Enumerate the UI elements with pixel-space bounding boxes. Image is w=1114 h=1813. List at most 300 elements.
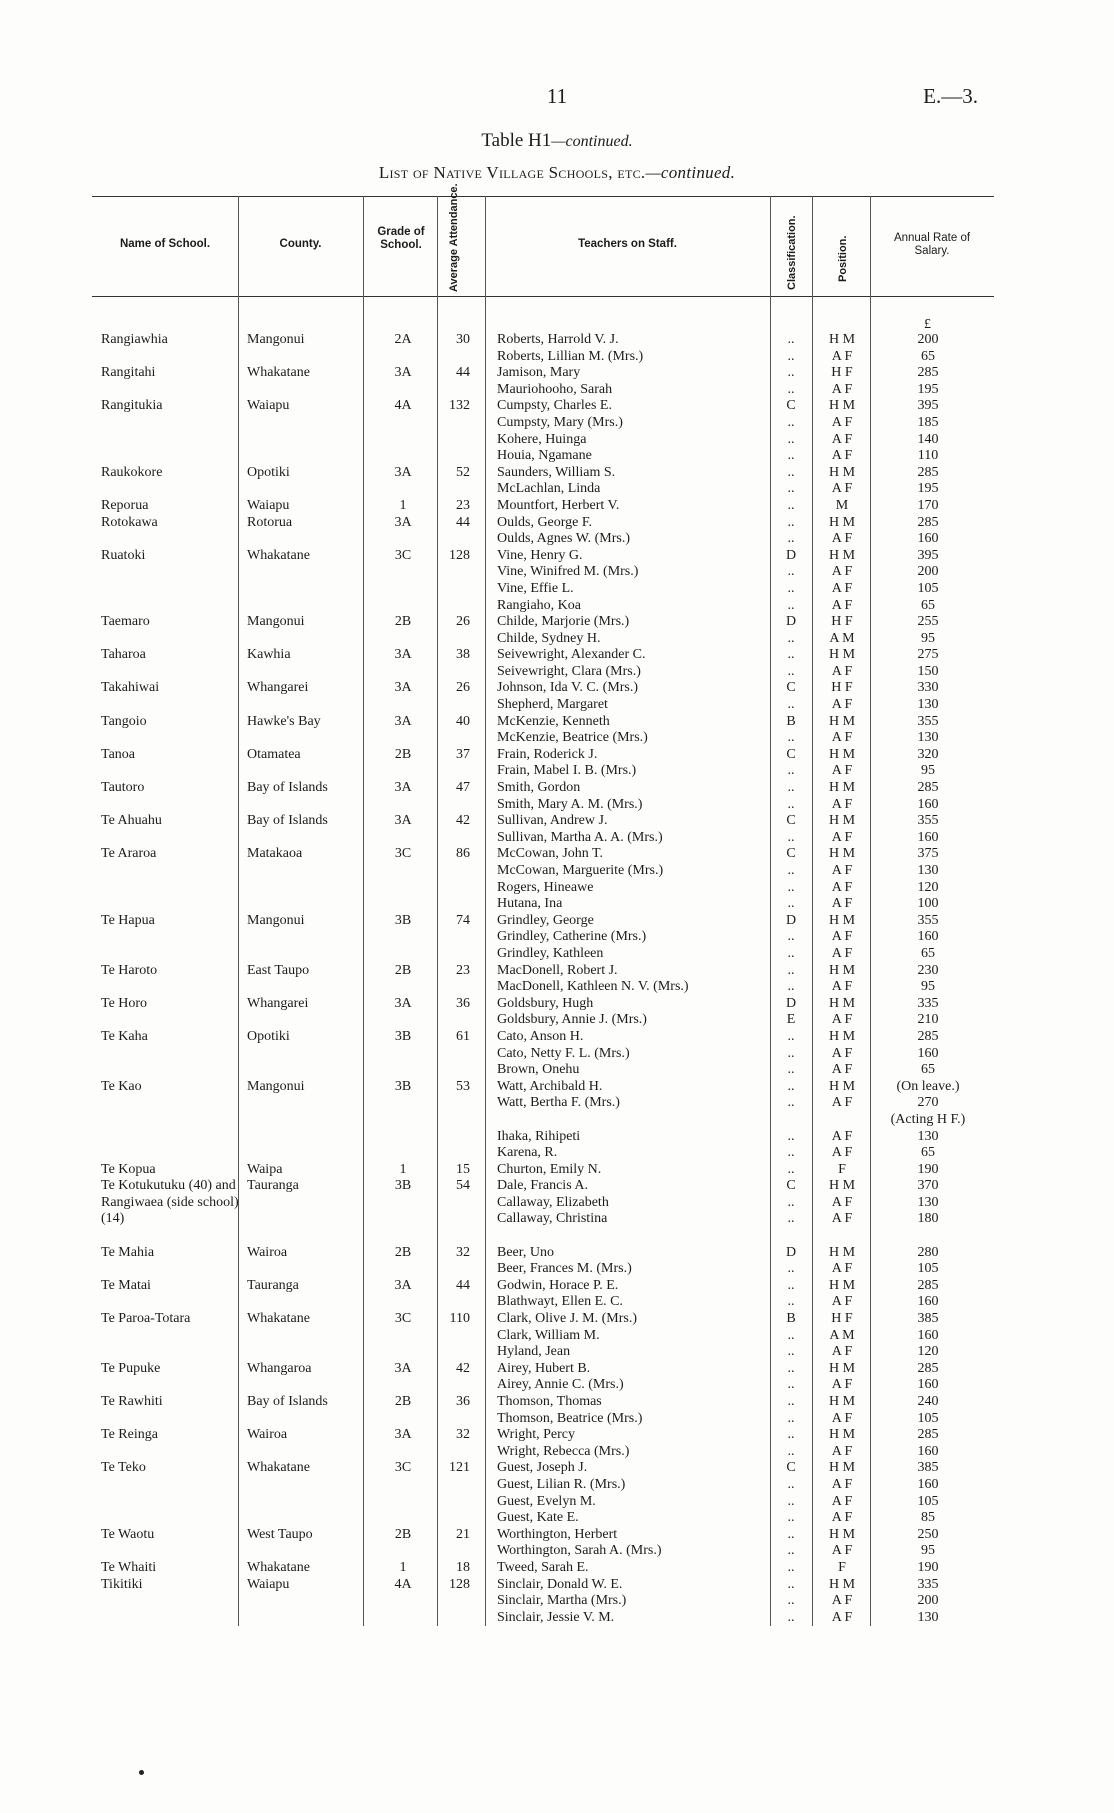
cell-classification: .. — [787, 514, 795, 530]
cell-attendance: 38 — [456, 647, 470, 663]
cell-teacher: Clark, Olive J. M. (Mrs.) — [497, 1311, 637, 1327]
table-row — [0, 846, 1114, 863]
cell-salary: 385 — [917, 1311, 939, 1327]
table-row — [0, 979, 1114, 996]
cell-classification: .. — [787, 763, 795, 779]
cell-classification: C — [786, 746, 796, 762]
cell-position: A F — [831, 1062, 853, 1078]
cell-grade: 3B — [394, 1078, 412, 1094]
cell-teacher: Tweed, Sarah E. — [497, 1559, 589, 1575]
table-row — [0, 1278, 1114, 1295]
cell-position: H M — [828, 647, 856, 663]
header-classification: Classification. — [786, 215, 798, 290]
cell-school: Te Kao — [101, 1078, 142, 1094]
table-row — [0, 1311, 1114, 1328]
cell-attendance: 36 — [456, 1394, 470, 1409]
cell-school: Te Kotukutuku (40) and Rangiwaea (side school) (14) — [101, 1178, 239, 1227]
cell-position: F — [838, 1559, 846, 1575]
cell-salary: 385 — [917, 1460, 939, 1476]
cell-position: A F — [831, 1194, 853, 1210]
cell-teacher: McCowan, Marguerite (Mrs.) — [497, 863, 664, 878]
cell-position: A F — [831, 1344, 853, 1360]
cell-classification: .. — [787, 1593, 795, 1609]
cell-grade: 2B — [394, 1244, 412, 1260]
cell-classification: D — [785, 912, 797, 928]
table-row — [0, 1411, 1114, 1428]
cell-salary: 270 — [917, 1095, 939, 1111]
cell-position: A F — [831, 763, 853, 779]
cell-classification: .. — [787, 945, 795, 961]
cell-teacher: Clark, William M. — [497, 1327, 600, 1343]
table-continued: —continued. — [551, 133, 633, 150]
cell-attendance: 47 — [456, 780, 470, 796]
cell-county: Mangonui — [247, 912, 305, 928]
cell-salary: 200 — [917, 332, 939, 347]
cell-salary: 160 — [917, 1294, 939, 1310]
table-row — [0, 1527, 1114, 1544]
cell-position: H M — [828, 1277, 856, 1293]
cell-grade: 3C — [394, 1311, 412, 1327]
cell-salary: 100 — [917, 896, 939, 912]
cell-teacher: Sinclair, Donald W. E. — [497, 1576, 623, 1592]
cell-position: H M — [828, 1394, 856, 1409]
cell-classification: .. — [787, 1427, 795, 1443]
cell-county: Wairoa — [247, 1427, 288, 1443]
cell-county: Opotiki — [247, 464, 290, 480]
cell-teacher: Wright, Rebecca (Mrs.) — [497, 1443, 630, 1459]
cell-classification: .. — [787, 647, 795, 663]
cell-school: Te Hapua — [101, 912, 155, 928]
cell-salary: 370 — [917, 1178, 939, 1194]
cell-school: Te Rawhiti — [101, 1394, 163, 1409]
cell-teacher: Sullivan, Martha A. A. (Mrs.) — [497, 829, 663, 845]
cell-teacher: Grindley, George — [497, 912, 594, 928]
cell-classification: C — [786, 398, 796, 414]
cell-classification: .. — [787, 597, 795, 613]
cell-grade: 3A — [394, 713, 412, 729]
table-row — [0, 481, 1114, 498]
currency-symbol: £ — [924, 317, 931, 332]
cell-county: Tauranga — [247, 1178, 299, 1194]
table-row — [0, 1444, 1114, 1461]
cell-salary: (Acting H F.) — [890, 1111, 966, 1127]
cell-position: A F — [831, 879, 853, 895]
cell-grade: 4A — [394, 1576, 412, 1592]
cell-grade: 3C — [394, 846, 412, 862]
cell-teacher: Hutana, Ina — [497, 896, 563, 912]
cell-teacher: Seivewright, Clara (Mrs.) — [497, 663, 641, 679]
cell-teacher: Guest, Lilian R. (Mrs.) — [497, 1476, 626, 1492]
cell-county: Whakatane — [247, 1460, 310, 1476]
cell-teacher: Jamison, Mary — [497, 365, 581, 381]
cell-classification: D — [785, 995, 797, 1011]
cell-position: H M — [828, 1427, 856, 1443]
cell-salary: 140 — [917, 431, 939, 447]
cell-salary: 160 — [917, 796, 939, 812]
table-row — [0, 1328, 1114, 1345]
table-row — [0, 515, 1114, 532]
cell-salary: 285 — [917, 1427, 939, 1443]
cell-salary: 285 — [917, 780, 939, 796]
cell-teacher: Thomson, Beatrice (Mrs.) — [497, 1410, 643, 1426]
cell-position: H M — [828, 464, 856, 480]
cell-salary: 105 — [917, 1410, 939, 1426]
cell-teacher: Childe, Sydney H. — [497, 630, 601, 646]
cell-attendance: 128 — [449, 1576, 470, 1592]
cell-salary: 95 — [921, 979, 935, 995]
table-row — [0, 382, 1114, 399]
cell-salary: 200 — [917, 564, 939, 580]
table-row — [0, 1394, 1114, 1411]
cell-school: Te Reinga — [101, 1427, 158, 1443]
cell-position: A F — [831, 1410, 853, 1426]
cell-grade: 3A — [394, 680, 412, 696]
table-row — [0, 1477, 1114, 1494]
cell-county: Hawke's Bay — [247, 713, 321, 729]
header-average-attendance: Average Attendance. — [448, 183, 460, 292]
cell-attendance: 37 — [456, 746, 470, 762]
table-row — [0, 680, 1114, 697]
cell-position: A F — [831, 1128, 853, 1144]
cell-classification: .. — [787, 365, 795, 381]
cell-position: H M — [828, 1028, 856, 1044]
cell-salary: 130 — [917, 1128, 939, 1144]
cell-county: Mangonui — [247, 332, 305, 347]
cell-teacher: Frain, Mabel I. B. (Mrs.) — [497, 763, 637, 779]
cell-classification: .. — [787, 348, 795, 364]
table-row — [0, 1129, 1114, 1146]
cell-classification: .. — [787, 1062, 795, 1078]
table-row — [0, 398, 1114, 415]
cell-classification: .. — [787, 332, 795, 347]
cell-salary: 240 — [917, 1394, 939, 1409]
cell-position: A F — [831, 945, 853, 961]
table-row — [0, 1162, 1114, 1179]
cell-salary: 285 — [917, 514, 939, 530]
cell-teacher: Johnson, Ida V. C. (Mrs.) — [497, 680, 639, 696]
cell-grade: 3A — [394, 514, 412, 530]
cell-teacher: McCowan, John T. — [497, 846, 604, 862]
table-row — [0, 763, 1114, 780]
cell-grade: 1 — [399, 1559, 407, 1575]
cell-teacher: Oulds, George F. — [497, 514, 593, 530]
cell-teacher: Saunders, William S. — [497, 464, 616, 480]
cell-salary: 160 — [917, 929, 939, 945]
cell-teacher: Roberts, Lillian M. (Mrs.) — [497, 348, 644, 364]
cell-grade: 3A — [394, 1360, 412, 1376]
cell-classification: .. — [787, 1410, 795, 1426]
cell-grade: 3B — [394, 1028, 412, 1044]
cell-teacher: Smith, Gordon — [497, 780, 581, 796]
cell-position: A F — [831, 348, 853, 364]
cell-county: Kawhia — [247, 647, 291, 663]
cell-classification: C — [786, 813, 796, 829]
cell-salary: 195 — [917, 481, 939, 497]
cell-school: Rangitukia — [101, 398, 163, 414]
cell-county: Whakatane — [247, 1311, 310, 1327]
table-row — [0, 697, 1114, 714]
table-row — [0, 946, 1114, 963]
cell-teacher: Kohere, Huinga — [497, 431, 587, 447]
cell-teacher: Watt, Bertha F. (Mrs.) — [497, 1095, 620, 1111]
cell-classification: .. — [787, 1128, 795, 1144]
cell-county: Rotorua — [247, 514, 293, 530]
cell-teacher: Sullivan, Andrew J. — [497, 813, 608, 829]
header-annual-rate-of-salary: Annual Rate of Salary. — [893, 232, 971, 257]
cell-teacher: Ihaka, Rihipeti — [497, 1128, 581, 1144]
cell-grade: 3C — [394, 1460, 412, 1476]
cell-attendance: 54 — [456, 1178, 470, 1194]
cell-classification: .. — [787, 464, 795, 480]
cell-position: A F — [831, 829, 853, 845]
cell-position: A F — [831, 796, 853, 812]
page-reference: E.—3. — [923, 84, 978, 108]
cell-salary: 190 — [917, 1559, 939, 1575]
header-county: County. — [279, 238, 322, 250]
cell-grade: 3A — [394, 647, 412, 663]
cell-teacher: Dale, Francis A. — [497, 1178, 588, 1194]
cell-county: Whangarei — [247, 680, 309, 696]
cell-school: Te Mahia — [101, 1244, 155, 1260]
table-row — [0, 349, 1114, 366]
cell-classification: E — [786, 1012, 796, 1028]
cell-position: A F — [831, 1593, 853, 1609]
table-row — [0, 1494, 1114, 1511]
table-row — [0, 1427, 1114, 1444]
cell-position: A F — [831, 697, 853, 713]
cell-attendance: 44 — [456, 1277, 470, 1293]
cell-attendance: 44 — [456, 514, 470, 530]
cell-position: A F — [831, 531, 853, 547]
cell-attendance: 40 — [456, 713, 470, 729]
table-row — [0, 1211, 1114, 1228]
cell-grade: 2B — [394, 1394, 412, 1409]
table-row — [0, 1029, 1114, 1046]
table-row — [0, 730, 1114, 747]
cell-salary: 285 — [917, 464, 939, 480]
table-row — [0, 813, 1114, 830]
cell-classification: .. — [787, 962, 795, 978]
cell-position: A M — [829, 630, 855, 646]
cell-classification: .. — [787, 448, 795, 464]
cell-teacher: McKenzie, Kenneth — [497, 713, 610, 729]
cell-teacher: Rogers, Hineawe — [497, 879, 594, 895]
table-row — [0, 1510, 1114, 1527]
cell-grade: 3A — [394, 813, 412, 829]
cell-attendance: 42 — [456, 1360, 470, 1376]
cell-salary: 130 — [917, 1609, 939, 1625]
cell-salary: 210 — [917, 1012, 939, 1028]
cell-classification: .. — [787, 1493, 795, 1509]
cell-classification: C — [786, 1178, 796, 1194]
cell-attendance: 86 — [456, 846, 470, 862]
table-row — [0, 913, 1114, 930]
cell-teacher: Guest, Evelyn M. — [497, 1493, 596, 1509]
cell-salary: 105 — [917, 1493, 939, 1509]
cell-position: A F — [831, 448, 853, 464]
cell-classification: .. — [787, 1211, 795, 1227]
cell-salary: 65 — [921, 597, 935, 613]
cell-teacher: Airey, Hubert B. — [497, 1360, 591, 1376]
cell-teacher: Worthington, Sarah A. (Mrs.) — [497, 1543, 662, 1559]
cell-teacher: Beer, Frances M. (Mrs.) — [497, 1261, 632, 1277]
cell-attendance: 26 — [456, 614, 470, 630]
header-bottom-rule — [92, 296, 994, 297]
cell-attendance: 18 — [456, 1559, 470, 1575]
cell-classification: .. — [787, 1576, 795, 1592]
list-continued: —continued. — [645, 163, 736, 182]
cell-salary: 230 — [917, 962, 939, 978]
cell-school: Rotokawa — [101, 514, 158, 530]
table-row — [0, 498, 1114, 515]
cell-classification: D — [785, 547, 797, 563]
table-row — [0, 1062, 1114, 1079]
cell-teacher: MacDonell, Robert J. — [497, 962, 618, 978]
cell-salary: 250 — [917, 1526, 939, 1542]
cell-attendance: 32 — [456, 1427, 470, 1443]
cell-salary: 395 — [917, 547, 939, 563]
table-row — [0, 1046, 1114, 1063]
cell-classification: D — [785, 614, 797, 630]
cell-salary: 95 — [921, 763, 935, 779]
cell-teacher: Shepherd, Margaret — [497, 697, 608, 713]
cell-classification: .. — [787, 1261, 795, 1277]
cell-position: A F — [831, 1145, 853, 1161]
cell-position: H M — [828, 962, 856, 978]
cell-salary: 120 — [917, 1344, 939, 1360]
cell-teacher: Rangiaho, Koa — [497, 597, 581, 613]
cell-classification: .. — [787, 630, 795, 646]
cell-salary: 285 — [917, 365, 939, 381]
cell-classification: .. — [787, 1145, 795, 1161]
cell-county: Otamatea — [247, 746, 301, 762]
cell-grade: 3A — [394, 365, 412, 381]
cell-classification: B — [786, 713, 796, 729]
cell-position: H F — [831, 365, 853, 381]
cell-classification: .. — [787, 863, 795, 878]
cell-salary: 170 — [917, 497, 939, 513]
cell-position: H M — [828, 514, 856, 530]
cell-salary: 335 — [917, 1576, 939, 1592]
cell-position: H M — [828, 912, 856, 928]
table-row — [0, 1095, 1114, 1112]
table-row — [0, 1361, 1114, 1378]
cell-county: Matakaoa — [247, 846, 303, 862]
table-row — [0, 1344, 1114, 1361]
cell-school: Te Kaha — [101, 1028, 148, 1044]
cell-attendance: 42 — [456, 813, 470, 829]
cell-grade: 3A — [394, 995, 412, 1011]
cell-position: A F — [831, 1510, 853, 1526]
cell-classification: .. — [787, 497, 795, 513]
cell-classification: .. — [787, 979, 795, 995]
cell-teacher: Thomson, Thomas — [497, 1394, 602, 1409]
cell-classification: .. — [787, 1327, 795, 1343]
table-row — [0, 365, 1114, 382]
cell-school: Takahiwai — [101, 680, 160, 696]
table-row — [0, 797, 1114, 814]
cell-position: A F — [831, 1261, 853, 1277]
header-teachers-on-staff: Teachers on Staff. — [578, 238, 677, 250]
cell-teacher: Goldsbury, Annie J. (Mrs.) — [497, 1012, 647, 1028]
cell-grade: 3A — [394, 464, 412, 480]
cell-salary: 285 — [917, 1360, 939, 1376]
header-position: Position. — [837, 235, 849, 282]
cell-county: Whakatane — [247, 547, 310, 563]
cell-grade: 3A — [394, 1427, 412, 1443]
cell-attendance: 121 — [449, 1460, 470, 1476]
cell-teacher: Childe, Marjorie (Mrs.) — [497, 614, 630, 630]
cell-teacher: Mauriohooho, Sarah — [497, 381, 613, 397]
cell-position: A F — [831, 1377, 853, 1393]
cell-position: M — [835, 497, 849, 513]
cell-position: A F — [831, 481, 853, 497]
cell-school: Taemaro — [101, 614, 150, 630]
cell-school: Tautoro — [101, 780, 145, 796]
cell-salary: 255 — [917, 614, 939, 630]
cell-position: A F — [831, 431, 853, 447]
cell-attendance: 15 — [456, 1161, 470, 1177]
cell-position: H M — [828, 813, 856, 829]
cell-teacher: MacDonell, Kathleen N. V. (Mrs.) — [497, 979, 689, 995]
cell-teacher: Brown, Onehu — [497, 1062, 580, 1078]
cell-teacher: McKenzie, Beatrice (Mrs.) — [497, 730, 648, 746]
table-row — [0, 747, 1114, 764]
cell-position: A F — [831, 1543, 853, 1559]
table-row — [0, 1610, 1114, 1627]
cell-grade: 3C — [394, 547, 412, 563]
cell-salary: 160 — [917, 1443, 939, 1459]
cell-classification: .. — [787, 1028, 795, 1044]
cell-position: H F — [831, 614, 853, 630]
cell-attendance: 74 — [456, 912, 470, 928]
cell-teacher: Houia, Ngamane — [497, 448, 592, 464]
cell-county: Bay of Islands — [247, 780, 328, 796]
cell-school: Raukokore — [101, 464, 163, 480]
table-row — [0, 830, 1114, 847]
cell-classification: .. — [787, 829, 795, 845]
cell-attendance: 32 — [456, 1244, 470, 1260]
cell-salary: 320 — [917, 746, 939, 762]
cell-position: A F — [831, 1609, 853, 1625]
cell-school: Te Waotu — [101, 1526, 155, 1542]
cell-position: H M — [828, 746, 856, 762]
table-row — [0, 963, 1114, 980]
table-row — [0, 548, 1114, 565]
cell-position: A M — [829, 1327, 855, 1343]
cell-teacher: Godwin, Horace P. E. — [497, 1277, 619, 1293]
cell-classification: C — [786, 1460, 796, 1476]
cell-county: Whangaroa — [247, 1360, 312, 1376]
cell-classification: .. — [787, 580, 795, 596]
cell-salary: 130 — [917, 863, 939, 878]
cell-position: H M — [828, 1576, 856, 1592]
cell-position: A F — [831, 929, 853, 945]
cell-classification: .. — [787, 1294, 795, 1310]
cell-county: Mangonui — [247, 1078, 305, 1094]
cell-position: H M — [828, 780, 856, 796]
table-row — [0, 863, 1114, 880]
cell-position: H M — [828, 1244, 856, 1260]
cell-position: H M — [828, 332, 856, 347]
cell-classification: .. — [787, 1045, 795, 1061]
cell-salary: 130 — [917, 730, 939, 746]
cell-position: H M — [828, 995, 856, 1011]
cell-position: H F — [831, 680, 853, 696]
cell-county: Tauranga — [247, 1277, 299, 1293]
cell-classification: .. — [787, 1095, 795, 1111]
cell-attendance: 52 — [456, 464, 470, 480]
